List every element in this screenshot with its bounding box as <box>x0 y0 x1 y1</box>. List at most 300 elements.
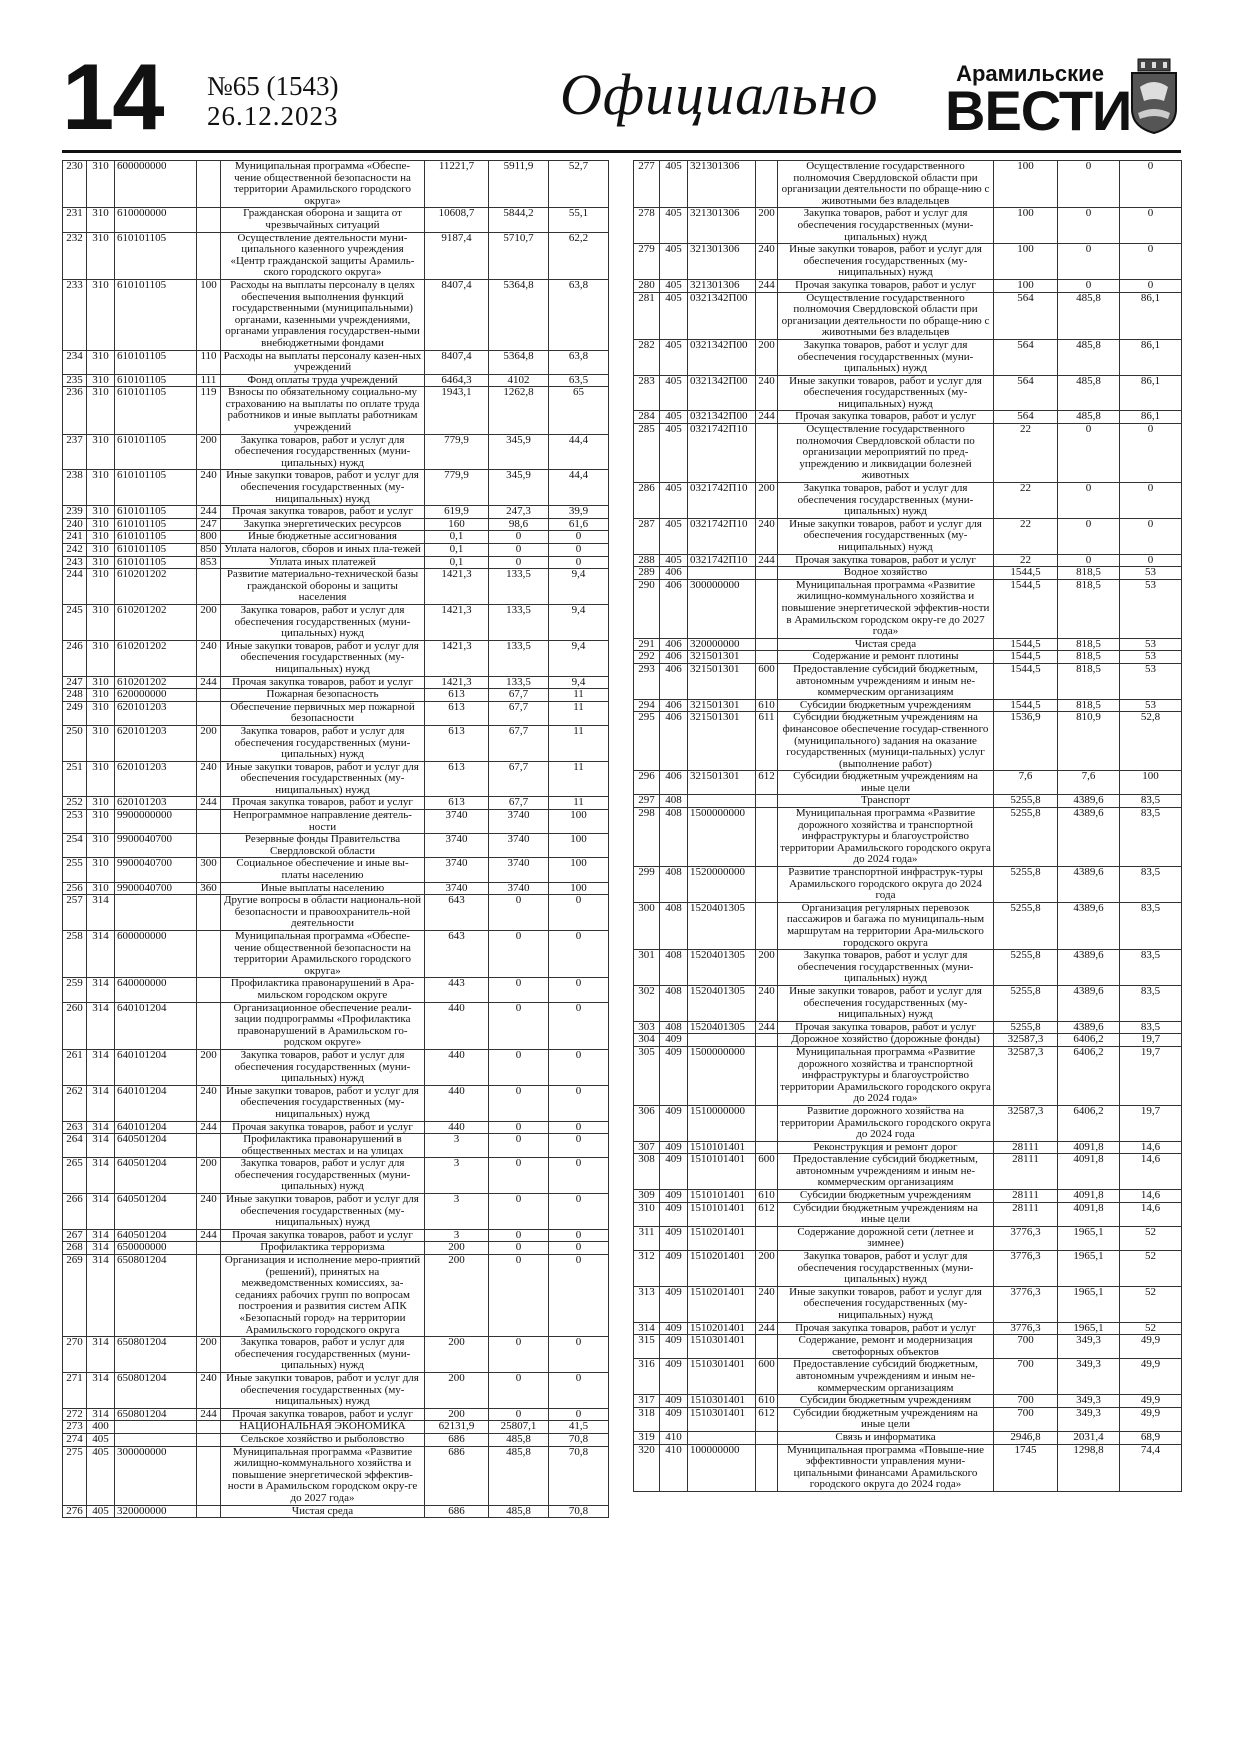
section-code-cell: 310 <box>87 882 115 895</box>
actual-amount-cell: 0 <box>489 1194 549 1230</box>
table-row <box>63 1158 609 1194</box>
actual-amount-cell: 4389,6 <box>1058 902 1120 949</box>
execution-percent-cell: 0 <box>549 1049 609 1085</box>
actual-amount-cell: 1965,1 <box>1058 1251 1120 1287</box>
execution-percent-cell: 65 <box>549 387 609 434</box>
item-name-cell: Содержание и ремонт плотины <box>778 651 994 664</box>
target-article-code-cell <box>688 567 756 580</box>
section-code-cell: 405 <box>660 375 688 411</box>
actual-amount-cell: 0 <box>489 1408 549 1421</box>
plan-amount-cell: 3740 <box>425 858 489 882</box>
execution-percent-cell: 83,5 <box>1120 950 1182 986</box>
execution-percent-cell: 74,4 <box>1120 1444 1182 1491</box>
expense-type-code-cell: 240 <box>197 1085 221 1121</box>
section-code-cell: 406 <box>660 638 688 651</box>
execution-percent-cell: 70,8 <box>549 1505 609 1518</box>
target-article-code-cell: 610201202 <box>115 569 197 605</box>
table-row <box>634 1141 1182 1154</box>
plan-amount-cell: 0,1 <box>425 544 489 557</box>
actual-amount-cell: 6406,2 <box>1058 1046 1120 1105</box>
expense-type-code-cell: 240 <box>756 244 778 280</box>
target-article-code-cell <box>115 895 197 931</box>
plan-amount-cell: 7,6 <box>994 771 1058 795</box>
plan-amount-cell: 200 <box>425 1255 489 1337</box>
row-number-cell: 288 <box>634 554 660 567</box>
expense-type-code-cell: 850 <box>197 544 221 557</box>
item-name-cell: Транспорт <box>778 795 994 808</box>
section-code-cell: 310 <box>87 810 115 834</box>
target-article-code-cell <box>115 1433 197 1446</box>
table-row <box>63 1372 609 1408</box>
budget-table-left <box>62 160 609 1518</box>
expense-type-code-cell: 240 <box>197 1372 221 1408</box>
row-number-cell: 265 <box>63 1158 87 1194</box>
table-row <box>63 1433 609 1446</box>
expense-type-code-cell <box>197 1134 221 1158</box>
item-name-cell: Предоставление субсидий бюджетным, автономным учреждениям и иным не-коммерческим организациям <box>778 1359 994 1395</box>
item-name-cell: НАЦИОНАЛЬНАЯ ЭКОНОМИКА <box>221 1421 425 1434</box>
target-article-code-cell: 640101204 <box>115 1085 197 1121</box>
table-row <box>63 701 609 725</box>
plan-amount-cell: 200 <box>425 1408 489 1421</box>
plan-amount-cell: 1421,3 <box>425 569 489 605</box>
expense-type-code-cell <box>197 1421 221 1434</box>
item-name-cell: Иные закупки товаров, работ и услуг для обеспечения государственных (му-ниципальных) нужд <box>778 375 994 411</box>
row-number-cell: 299 <box>634 867 660 903</box>
target-article-code-cell: 650801204 <box>115 1372 197 1408</box>
row-number-cell: 311 <box>634 1226 660 1250</box>
actual-amount-cell: 818,5 <box>1058 567 1120 580</box>
actual-amount-cell: 0 <box>489 1049 549 1085</box>
row-number-cell: 247 <box>63 676 87 689</box>
target-article-code-cell: 610101105 <box>115 470 197 506</box>
expense-type-code-cell <box>756 1226 778 1250</box>
expense-type-code-cell <box>756 567 778 580</box>
plan-amount-cell: 100 <box>994 208 1058 244</box>
plan-amount-cell: 32587,3 <box>994 1046 1058 1105</box>
plan-amount-cell: 1544,5 <box>994 663 1058 699</box>
section-code-cell: 405 <box>660 339 688 375</box>
target-article-code-cell: 610101105 <box>115 232 197 279</box>
expense-type-code-cell <box>756 902 778 949</box>
target-article-code-cell <box>688 795 756 808</box>
item-name-cell: Закупка товаров, работ и услуг для обеспечения государственных (муни-ципальных) нужд <box>221 725 425 761</box>
section-code-cell: 310 <box>87 232 115 279</box>
item-name-cell: Субсидии бюджетным учреждениям на иные цели <box>778 1202 994 1226</box>
plan-amount-cell: 100 <box>994 244 1058 280</box>
plan-amount-cell: 5255,8 <box>994 867 1058 903</box>
row-number-cell: 257 <box>63 895 87 931</box>
table-row <box>634 985 1182 1021</box>
expense-type-code-cell: 244 <box>756 1021 778 1034</box>
actual-amount-cell: 25807,1 <box>489 1421 549 1434</box>
expense-type-code-cell <box>197 232 221 279</box>
table-row <box>63 374 609 387</box>
target-article-code-cell: 640101204 <box>115 1121 197 1134</box>
section-code-cell: 310 <box>87 689 115 702</box>
actual-amount-cell: 0 <box>489 1158 549 1194</box>
expense-type-code-cell: 200 <box>756 1251 778 1287</box>
section-code-cell: 310 <box>87 208 115 232</box>
plan-amount-cell: 779,9 <box>425 434 489 470</box>
actual-amount-cell: 1298,8 <box>1058 1444 1120 1491</box>
plan-amount-cell: 5255,8 <box>994 985 1058 1021</box>
row-number-cell: 255 <box>63 858 87 882</box>
section-code-cell: 400 <box>87 1421 115 1434</box>
plan-amount-cell: 1745 <box>994 1444 1058 1491</box>
expense-type-code-cell: 800 <box>197 531 221 544</box>
target-article-code-cell: 1510301401 <box>688 1395 756 1408</box>
section-code-cell: 310 <box>87 434 115 470</box>
expense-type-code-cell: 240 <box>756 518 778 554</box>
actual-amount-cell: 4389,6 <box>1058 950 1120 986</box>
table-row <box>63 387 609 434</box>
row-number-cell: 258 <box>63 931 87 978</box>
row-number-cell: 277 <box>634 161 660 208</box>
table-row <box>63 1134 609 1158</box>
actual-amount-cell: 3740 <box>489 858 549 882</box>
row-number-cell: 303 <box>634 1021 660 1034</box>
item-name-cell: Иные закупки товаров, работ и услуг для обеспечения государственных (му-ниципальных) нужд <box>221 1085 425 1121</box>
table-row <box>63 797 609 810</box>
section-code-cell: 314 <box>87 931 115 978</box>
actual-amount-cell: 810,9 <box>1058 712 1120 771</box>
target-article-code-cell: 610101105 <box>115 279 197 350</box>
item-name-cell: Закупка товаров, работ и услуг для обеспечения государственных (муни-ципальных) нужд <box>778 208 994 244</box>
row-number-cell: 289 <box>634 567 660 580</box>
plan-amount-cell: 28111 <box>994 1202 1058 1226</box>
expense-type-code-cell <box>756 795 778 808</box>
expense-type-code-cell: 600 <box>756 1154 778 1190</box>
target-article-code-cell: 640501204 <box>115 1158 197 1194</box>
execution-percent-cell: 52 <box>1120 1226 1182 1250</box>
item-name-cell: Прочая закупка товаров, работ и услуг <box>778 554 994 567</box>
plan-amount-cell: 3776,3 <box>994 1322 1058 1335</box>
target-article-code-cell: 0321342П00 <box>688 292 756 339</box>
execution-percent-cell: 100 <box>549 810 609 834</box>
table-row <box>634 375 1182 411</box>
row-number-cell: 271 <box>63 1372 87 1408</box>
plan-amount-cell: 779,9 <box>425 470 489 506</box>
section-code-cell: 409 <box>660 1105 688 1141</box>
item-name-cell: Муниципальная программа «Повыше-ние эффективности управления муни-ципальными финансами Арамильского городского округа до 2024 года» <box>778 1444 994 1491</box>
actual-amount-cell: 1965,1 <box>1058 1322 1120 1335</box>
expense-type-code-cell <box>197 895 221 931</box>
table-row <box>63 1408 609 1421</box>
item-name-cell: Муниципальная программа «Развитие жилищно-коммунального хозяйства и повышение энергетической эффектив-ности в Арамильском городском окру-ге до 2027 года» <box>221 1446 425 1505</box>
section-code-cell: 310 <box>87 374 115 387</box>
item-name-cell: Прочая закупка товаров, работ и услуг <box>778 411 994 424</box>
row-number-cell: 301 <box>634 950 660 986</box>
plan-amount-cell: 28111 <box>994 1154 1058 1190</box>
plan-amount-cell: 1544,5 <box>994 638 1058 651</box>
newspaper-name-main: ВЕСТИ <box>945 79 1132 142</box>
plan-amount-cell: 62131,9 <box>425 1421 489 1434</box>
target-article-code-cell: 600000000 <box>115 161 197 208</box>
execution-percent-cell: 0 <box>549 1121 609 1134</box>
row-number-cell: 232 <box>63 232 87 279</box>
table-row <box>63 978 609 1002</box>
item-name-cell: Иные бюджетные ассигнования <box>221 531 425 544</box>
actual-amount-cell: 7,6 <box>1058 771 1120 795</box>
target-article-code-cell: 321301306 <box>688 161 756 208</box>
row-number-cell: 246 <box>63 640 87 676</box>
expense-type-code-cell: 244 <box>197 676 221 689</box>
expense-type-code-cell <box>756 1141 778 1154</box>
target-article-code-cell: 300000000 <box>115 1446 197 1505</box>
item-name-cell: Чистая среда <box>778 638 994 651</box>
section-code-cell: 314 <box>87 978 115 1002</box>
plan-amount-cell: 22 <box>994 554 1058 567</box>
actual-amount-cell: 485,8 <box>489 1433 549 1446</box>
row-number-cell: 279 <box>634 244 660 280</box>
row-number-cell: 292 <box>634 651 660 664</box>
item-name-cell: Иные закупки товаров, работ и услуг для обеспечения государственных (му-ниципальных) нужд <box>221 1194 425 1230</box>
table-row <box>63 1085 609 1121</box>
section-code-cell: 314 <box>87 1255 115 1337</box>
item-name-cell: Субсидии бюджетным учреждениям на иные цели <box>778 1407 994 1431</box>
item-name-cell: Обеспечение первичных мер пожарной безопасности <box>221 701 425 725</box>
table-row <box>634 292 1182 339</box>
plan-amount-cell: 643 <box>425 931 489 978</box>
expense-type-code-cell: 200 <box>197 725 221 761</box>
execution-percent-cell: 52 <box>1120 1322 1182 1335</box>
table-row <box>63 531 609 544</box>
plan-amount-cell: 613 <box>425 725 489 761</box>
actual-amount-cell: 0 <box>489 1229 549 1242</box>
item-name-cell: Прочая закупка товаров, работ и услуг <box>778 1021 994 1034</box>
actual-amount-cell: 0 <box>1058 518 1120 554</box>
execution-percent-cell: 14,6 <box>1120 1154 1182 1190</box>
section-code-cell: 314 <box>87 1158 115 1194</box>
table-row <box>634 1251 1182 1287</box>
expense-type-code-cell: 240 <box>756 985 778 1021</box>
target-article-code-cell <box>688 1431 756 1444</box>
expense-type-code-cell: 612 <box>756 771 778 795</box>
row-number-cell: 263 <box>63 1121 87 1134</box>
item-name-cell: Прочая закупка товаров, работ и услуг <box>221 1121 425 1134</box>
expense-type-code-cell: 240 <box>197 470 221 506</box>
row-number-cell: 283 <box>634 375 660 411</box>
plan-amount-cell: 5255,8 <box>994 808 1058 867</box>
section-code-cell: 409 <box>660 1335 688 1359</box>
target-article-code-cell: 610101105 <box>115 518 197 531</box>
expense-type-code-cell <box>756 808 778 867</box>
row-number-cell: 264 <box>63 1134 87 1158</box>
plan-amount-cell: 200 <box>425 1242 489 1255</box>
table-row <box>634 1431 1182 1444</box>
actual-amount-cell: 0 <box>489 978 549 1002</box>
expense-type-code-cell: 360 <box>197 882 221 895</box>
plan-amount-cell: 3 <box>425 1194 489 1230</box>
table-row <box>634 1105 1182 1141</box>
row-number-cell: 313 <box>634 1286 660 1322</box>
section-code-cell: 314 <box>87 1002 115 1049</box>
target-article-code-cell: 610101105 <box>115 556 197 569</box>
item-name-cell: Закупка товаров, работ и услуг для обеспечения государственных (муни-ципальных) нужд <box>778 339 994 375</box>
target-article-code-cell: 1510201401 <box>688 1286 756 1322</box>
execution-percent-cell: 86,1 <box>1120 292 1182 339</box>
execution-percent-cell: 0 <box>549 1158 609 1194</box>
row-number-cell: 248 <box>63 689 87 702</box>
target-article-code-cell: 9900040700 <box>115 834 197 858</box>
section-code-cell: 405 <box>660 483 688 519</box>
plan-amount-cell: 1544,5 <box>994 567 1058 580</box>
item-name-cell: Муниципальная программа «Обеспе-чение общественной безопасности на территории Арамильского городского округа» <box>221 161 425 208</box>
plan-amount-cell: 440 <box>425 1085 489 1121</box>
item-name-cell: Содержание, ремонт и модернизация светофорных объектов <box>778 1335 994 1359</box>
expense-type-code-cell <box>756 579 778 638</box>
row-number-cell: 239 <box>63 506 87 519</box>
execution-percent-cell: 100 <box>549 882 609 895</box>
actual-amount-cell: 0 <box>489 931 549 978</box>
table-row <box>634 867 1182 903</box>
section-code-cell: 314 <box>87 1372 115 1408</box>
item-name-cell: Профилактика правонарушений в общественных местах и на улицах <box>221 1134 425 1158</box>
table-row <box>634 1444 1182 1491</box>
actual-amount-cell: 349,3 <box>1058 1407 1120 1431</box>
expense-type-code-cell: 110 <box>197 350 221 374</box>
section-code-cell: 310 <box>87 676 115 689</box>
expense-type-code-cell <box>197 1433 221 1446</box>
section-code-cell: 409 <box>660 1154 688 1190</box>
item-name-cell: Уплата налогов, сборов и иных пла-тежей <box>221 544 425 557</box>
execution-percent-cell: 0 <box>549 1229 609 1242</box>
actual-amount-cell: 818,5 <box>1058 579 1120 638</box>
execution-percent-cell: 100 <box>1120 771 1182 795</box>
actual-amount-cell: 4091,8 <box>1058 1154 1120 1190</box>
item-name-cell: Чистая среда <box>221 1505 425 1518</box>
row-number-cell: 245 <box>63 604 87 640</box>
table-row <box>634 554 1182 567</box>
target-article-code-cell: 620000000 <box>115 689 197 702</box>
execution-percent-cell: 0 <box>549 1337 609 1373</box>
table-row <box>63 676 609 689</box>
item-name-cell: Иные закупки товаров, работ и услуг для обеспечения государственных (му-ниципальных) нужд <box>221 761 425 797</box>
target-article-code-cell: 610201202 <box>115 604 197 640</box>
section-code-cell: 406 <box>660 699 688 712</box>
plan-amount-cell: 200 <box>425 1337 489 1373</box>
item-name-cell: Прочая закупка товаров, работ и услуг <box>221 506 425 519</box>
item-name-cell: Закупка товаров, работ и услуг для обеспечения государственных (муни-ципальных) нужд <box>221 1049 425 1085</box>
table-row <box>63 556 609 569</box>
execution-percent-cell: 62,2 <box>549 232 609 279</box>
actual-amount-cell: 5844,2 <box>489 208 549 232</box>
expense-type-code-cell: 244 <box>197 1229 221 1242</box>
row-number-cell: 238 <box>63 470 87 506</box>
plan-amount-cell: 1421,3 <box>425 676 489 689</box>
section-code-cell: 408 <box>660 950 688 986</box>
row-number-cell: 250 <box>63 725 87 761</box>
section-code-cell: 310 <box>87 725 115 761</box>
actual-amount-cell: 5710,7 <box>489 232 549 279</box>
execution-percent-cell: 0 <box>549 1002 609 1049</box>
section-code-cell: 410 <box>660 1444 688 1491</box>
item-name-cell: Развитие материально-технической базы гражданской обороны и защиты населения <box>221 569 425 605</box>
target-article-code-cell: 320000000 <box>115 1505 197 1518</box>
table-row <box>634 1154 1182 1190</box>
expense-type-code-cell: 612 <box>756 1407 778 1431</box>
table-row <box>63 689 609 702</box>
actual-amount-cell: 6406,2 <box>1058 1105 1120 1141</box>
table-row <box>63 1194 609 1230</box>
actual-amount-cell: 6406,2 <box>1058 1034 1120 1047</box>
section-code-cell: 409 <box>660 1286 688 1322</box>
table-row <box>634 651 1182 664</box>
plan-amount-cell: 643 <box>425 895 489 931</box>
row-number-cell: 272 <box>63 1408 87 1421</box>
budget-table-right <box>633 160 1182 1492</box>
item-name-cell: Прочая закупка товаров, работ и услуг <box>221 1229 425 1242</box>
plan-amount-cell: 1544,5 <box>994 579 1058 638</box>
plan-amount-cell: 28111 <box>994 1141 1058 1154</box>
target-article-code-cell: 610101105 <box>115 506 197 519</box>
execution-percent-cell: 0 <box>1120 208 1182 244</box>
row-number-cell: 296 <box>634 771 660 795</box>
section-code-cell: 406 <box>660 579 688 638</box>
execution-percent-cell: 49,9 <box>1120 1335 1182 1359</box>
table-row <box>63 518 609 531</box>
section-code-cell: 310 <box>87 470 115 506</box>
item-name-cell: Расходы на выплаты персоналу в целях обеспечения выполнения функций государственными (муниципальными) органами, казенными учреждениями, органами управления государствен-ными внебюджетными фондами <box>221 279 425 350</box>
table-row <box>63 1421 609 1434</box>
section-code-cell: 406 <box>660 663 688 699</box>
target-article-code-cell: 610101105 <box>115 531 197 544</box>
section-code-cell: 405 <box>660 518 688 554</box>
item-name-cell: Иные закупки товаров, работ и услуг для обеспечения государственных (му-ниципальных) нужд <box>221 640 425 676</box>
actual-amount-cell: 4389,6 <box>1058 985 1120 1021</box>
execution-percent-cell: 83,5 <box>1120 902 1182 949</box>
execution-percent-cell: 11 <box>549 761 609 797</box>
row-number-cell: 290 <box>634 579 660 638</box>
item-name-cell: Иные закупки товаров, работ и услуг для обеспечения государственных (му-ниципальных) нужд <box>221 1372 425 1408</box>
table-row <box>63 810 609 834</box>
execution-percent-cell: 83,5 <box>1120 808 1182 867</box>
section-code-cell: 405 <box>660 554 688 567</box>
target-article-code-cell: 620101203 <box>115 797 197 810</box>
plan-amount-cell: 5255,8 <box>994 795 1058 808</box>
execution-percent-cell: 100 <box>549 858 609 882</box>
table-row <box>63 1242 609 1255</box>
actual-amount-cell: 345,9 <box>489 434 549 470</box>
row-number-cell: 317 <box>634 1395 660 1408</box>
target-article-code-cell: 1510301401 <box>688 1359 756 1395</box>
section-code-cell: 409 <box>660 1251 688 1287</box>
execution-percent-cell: 14,6 <box>1120 1190 1182 1203</box>
actual-amount-cell: 485,8 <box>1058 411 1120 424</box>
execution-percent-cell: 0 <box>549 1255 609 1337</box>
expense-type-code-cell: 244 <box>197 1408 221 1421</box>
table-row <box>634 1190 1182 1203</box>
execution-percent-cell: 0 <box>1120 161 1182 208</box>
actual-amount-cell: 0 <box>1058 161 1120 208</box>
actual-amount-cell: 0 <box>489 895 549 931</box>
row-number-cell: 276 <box>63 1505 87 1518</box>
row-number-cell: 307 <box>634 1141 660 1154</box>
section-code-cell: 406 <box>660 567 688 580</box>
row-number-cell: 308 <box>634 1154 660 1190</box>
plan-amount-cell: 1943,1 <box>425 387 489 434</box>
plan-amount-cell: 22 <box>994 424 1058 483</box>
section-code-cell: 410 <box>660 1431 688 1444</box>
execution-percent-cell: 63,5 <box>549 374 609 387</box>
expense-type-code-cell <box>197 161 221 208</box>
target-article-code-cell: 620101203 <box>115 701 197 725</box>
expense-type-code-cell: 244 <box>197 797 221 810</box>
item-name-cell: Социальное обеспечение и иные вы-платы населению <box>221 858 425 882</box>
expense-type-code-cell <box>197 810 221 834</box>
newspaper-name-top: Арамильские <box>956 61 1104 86</box>
